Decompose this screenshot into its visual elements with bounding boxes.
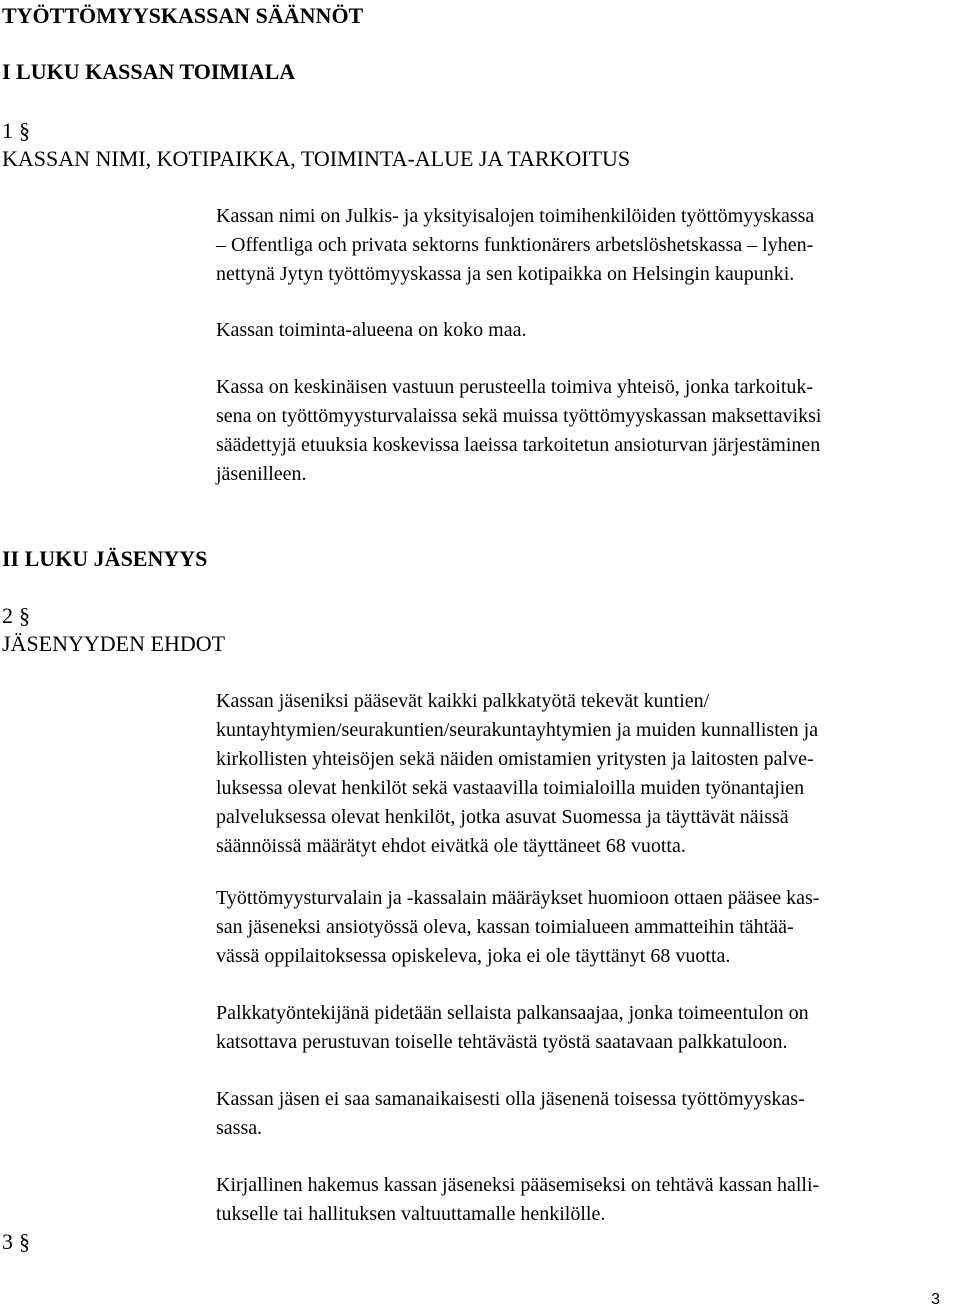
- text-line: säädettyjä etuuksia koskevissa laeissa tarkoitetun ansioturvan järjestäminen: [216, 434, 821, 456]
- text-line: Kirjallinen hakemus kassan jäseneksi pääsemiseksi on tehtävä kassan halli-: [216, 1174, 820, 1196]
- section-2-paragraph-1: [216, 687, 956, 861]
- section-1-paragraph-3: [216, 373, 956, 489]
- section-2-title: JÄSENYYDEN EHDOT: [2, 631, 226, 656]
- text-line: Kassan jäseniksi pääsevät kaikki palkkatyötä tekevät kuntien/: [216, 690, 710, 712]
- section-2-paragraph-5: [216, 1171, 956, 1229]
- text-line: Palkkatyöntekijänä pidetään sellaista palkansaajaa, jonka toimeentulon on: [216, 1002, 809, 1024]
- section-2-paragraph-3: [216, 999, 956, 1057]
- section-2-paragraph-4: [216, 1085, 956, 1143]
- section-number: 2: [2, 603, 13, 628]
- section-number: 3: [2, 1229, 13, 1254]
- text-line: sassa.: [216, 1117, 263, 1139]
- text-line: Kassa on keskinäisen vastuun perusteella toimiva yhteisö, jonka tarkoituk-: [216, 376, 814, 398]
- text-line: vässä oppilaitoksessa opiskeleva, joka ei ole täyttänyt 68 vuotta.: [216, 945, 731, 967]
- section-sign-icon: §: [19, 118, 30, 143]
- text-line: kuntayhtymien/seurakuntien/seurakuntayhtymien ja muiden kunnallisten ja: [216, 719, 819, 741]
- section-sign-icon: §: [19, 603, 30, 628]
- text-line: sena on työttömyysturvalaissa sekä muissa työttömyyskassan maksettaviksi: [216, 405, 822, 427]
- section-1-number: [2, 117, 30, 145]
- page-number: 3: [931, 1291, 940, 1308]
- chapter-2-heading: II LUKU JÄSENYYS: [2, 546, 208, 571]
- text-line: nettynä Jytyn työttömyyskassa ja sen kotipaikka on Helsingin kaupunki.: [216, 263, 795, 285]
- text-line: Kassan toiminta-alueena on koko maa.: [216, 319, 527, 341]
- text-line: Kassan nimi on Julkis- ja yksityisalojen toimihenkilöiden työttömyyskassa: [216, 205, 815, 227]
- section-1-paragraph-1: [216, 202, 956, 289]
- text-line: Työttömyysturvalain ja -kassalain määräykset huomioon ottaen pääsee kas-: [216, 887, 820, 909]
- text-line: tukselle tai hallituksen valtuuttamalle henkilölle.: [216, 1203, 606, 1225]
- text-line: – Offentliga och privata sektorns funktionärers arbetslöshetskassa – lyhen-: [216, 234, 814, 256]
- section-1-title: KASSAN NIMI, KOTIPAIKKA, TOIMINTA-ALUE JA TARKOITUS: [2, 146, 631, 171]
- section-1-paragraph-2: [216, 316, 956, 345]
- chapter-1-heading: I LUKU KASSAN TOIMIALA: [2, 59, 296, 84]
- text-line: palveluksessa olevat henkilöt, jotka asuvat Suomessa ja täyttävät näissä: [216, 806, 789, 828]
- text-line: jäsenilleen.: [216, 463, 307, 485]
- section-3-number: [2, 1228, 30, 1256]
- section-2-number: [2, 602, 30, 630]
- text-line: luksessa olevat henkilöt sekä vastaavilla toimialoilla muiden työnantajien: [216, 777, 805, 799]
- text-line: san jäseneksi ansiotyössä oleva, kassan toimialueen ammatteihin tähtää-: [216, 916, 794, 938]
- section-sign-icon: §: [19, 1229, 30, 1254]
- section-2-paragraph-2: [216, 884, 956, 971]
- section-number: 1: [2, 118, 13, 143]
- document-title: TYÖTTÖMYYSKASSAN SÄÄNNÖT: [2, 3, 364, 28]
- text-line: Kassan jäsen ei saa samanaikaisesti olla jäsenenä toisessa työttömyyskas-: [216, 1088, 805, 1110]
- text-line: kirkollisten yhteisöjen sekä näiden omistamien yritysten ja laitosten palve-: [216, 748, 814, 770]
- text-line: katsottava perustuvan toiselle tehtävästä työstä saatavaan palkkatuloon.: [216, 1031, 788, 1053]
- text-line: säännöissä määrätyt ehdot eivätkä ole täyttäneet 68 vuotta.: [216, 835, 686, 857]
